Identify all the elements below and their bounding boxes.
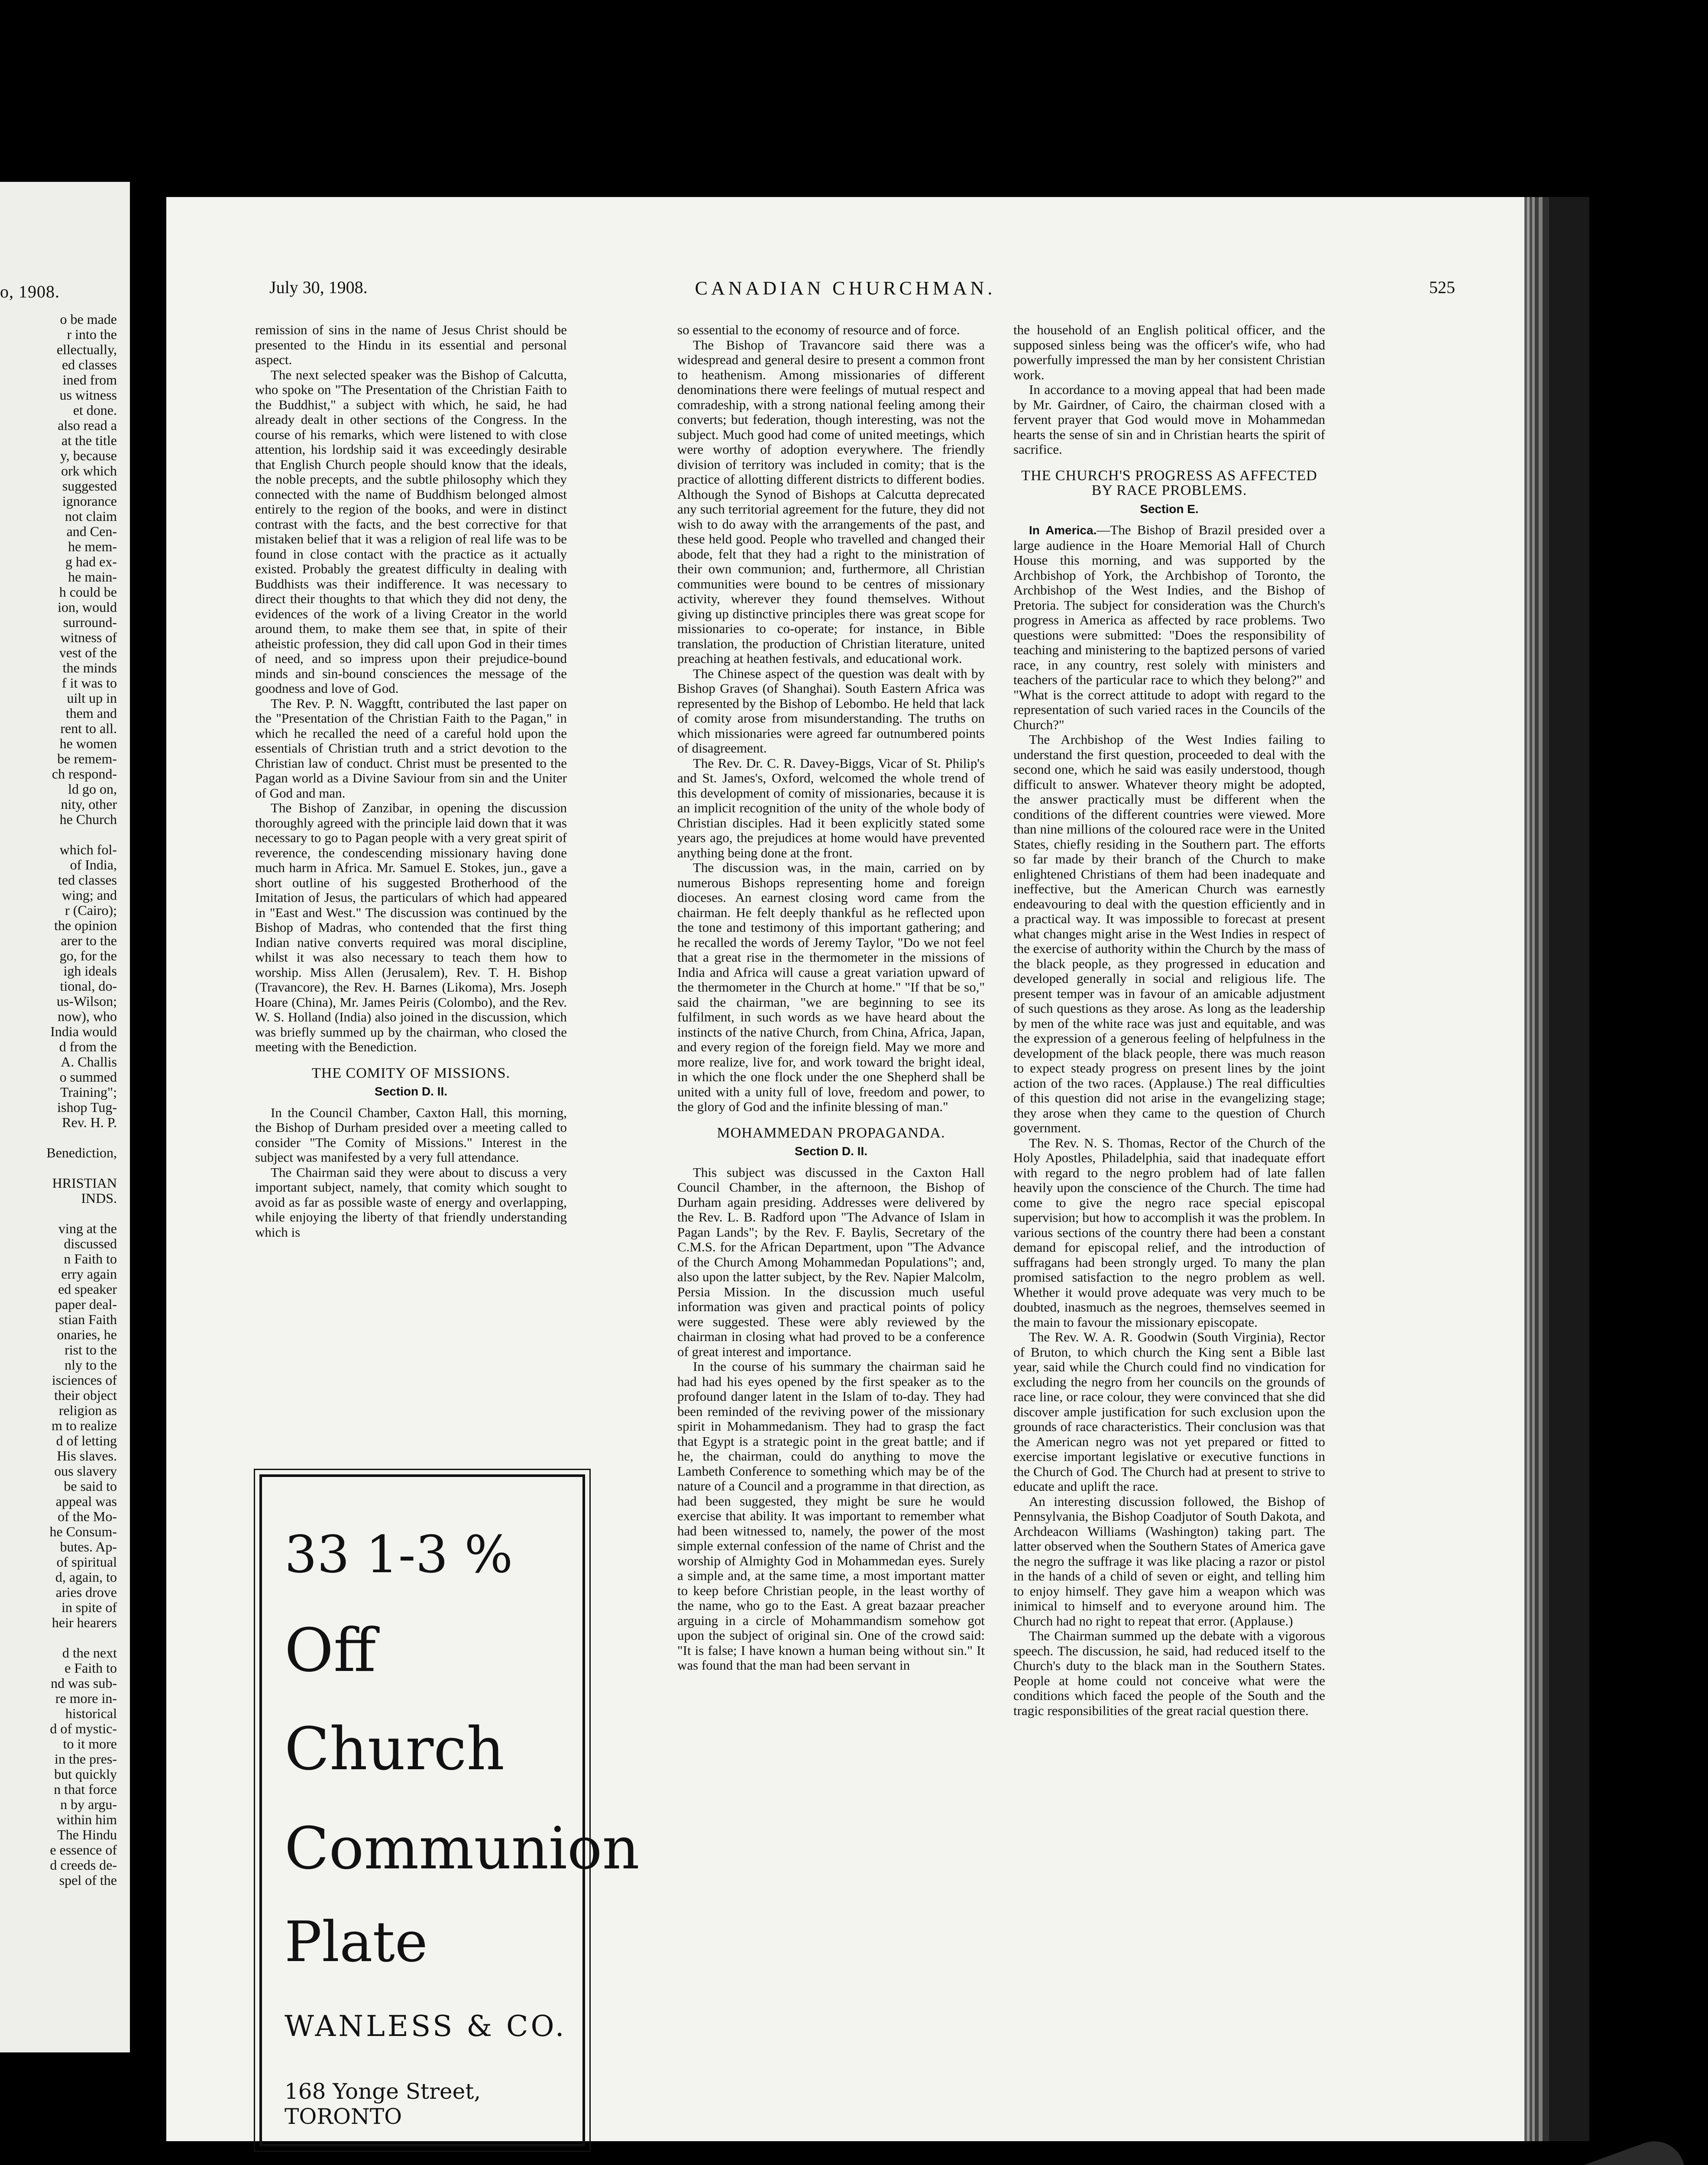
left-page-line: ed classes: [61, 357, 117, 372]
left-page-line: the minds: [62, 660, 117, 675]
left-page-line: ous slavery: [54, 1463, 117, 1479]
left-page-line: onaries, he: [57, 1327, 117, 1342]
left-page-line: The Hindu: [57, 1827, 117, 1842]
left-page-line: ined from: [62, 372, 117, 388]
left-page-line: f it was to: [61, 675, 117, 691]
left-page-line: tional, do-: [60, 978, 117, 994]
paragraph: In accordance to a moving appeal that had been made by Mr. Gairdner, of Cairo, the chairman closed with a fervent prayer that God would move in Mohammedan hearts the sense of sin and in Christian hearts the spirit of sacrifice.: [1013, 382, 1325, 457]
left-page-line: heir hearers: [52, 1615, 117, 1630]
left-page-line: nly to the: [65, 1357, 117, 1373]
left-page-line: y, because: [60, 448, 117, 463]
left-page-line: he mem-: [68, 539, 117, 554]
left-page-line: us-Wilson;: [56, 993, 117, 1009]
left-page-line: e essence of: [50, 1842, 117, 1858]
left-page-line: butes. Ap-: [60, 1539, 117, 1554]
left-page-line: of spiritual: [56, 1554, 117, 1570]
left-page-line: n by argu-: [60, 1797, 117, 1812]
ad-church: Church: [285, 1715, 505, 1784]
paragraph: The Bishop of Travancore said there was a widespread and general desire to present a common front to heathenism. Among missionaries of different denominations there were feelings of mutual respect and comradeship, with a strong national feeling among their converts; but federation, though interesting, was not the subject. Much good had come of united meetings, which were worthy of adoption everywhere. The friendly division of territory was included in comity; that is the practice of allotting different districts to different bodies. Although the Synod of Bishops at Calcutta deprecated any such territorial agreement for the future, they did not wish to do away with the arrangements of the past, and these held good. People who travelled and changed their abode, felt that they had a right to the ministration of their own communion; and, furthermore, all Christian communities were bound to be centres of missionary activity, wherever they found themselves. Without giving up distinctive principles there was great scope for missionaries to co-operate; for instance, in Bible translation, the production of Christian literature, united preaching at heathen festivals, and educational work.: [677, 337, 985, 666]
ad-communion: Communion: [285, 1815, 640, 1882]
left-page-line: religion as: [58, 1402, 117, 1418]
paragraph: In the Council Chamber, Caxton Hall, this morning, the Bishop of Durham presided over a meeting called to consider "The Comity of Missions." Interest in the subject was manifested by a very full attendance.: [255, 1105, 567, 1165]
paragraph-body: —The Bishop of Brazil presided over a large audience in the Hoare Memorial Hall of Church House this morning, and was supported by the Archbishop of York, the Archbishop of Toronto, the Archbishop of the West Indies, and the Bishop of Pretoria. The subject for consideration was the Church's progress in America as affected by race problems. Two questions were submitted: "Does the responsibility of teaching and ministering to the baptized persons of varied race, in any country, rest solely with ministers and teachers of the particular race to which they belong?" and "What is the correct attitude to adopt with regard to the representation of such varied races in the Councils of the Church?": [1013, 522, 1325, 732]
paragraph: The discussion was, in the main, carried on by numerous Bishops representing home and foreign dioceses. An earnest closing word came from the chairman. He felt deeply thankful as he reflected upon the tone and testimony of this important gathering; and he recalled the words of Jeremy Taylor, "Do we not feel that a great rise in the thermometer in the missions of India and Africa will cause a great variation upward of the thermometer in the Church at home." "If that be so," said the chairman, "we are beginning to see its fulfilment, in such words as we have heard about the instincts of the native Church, from China, Africa, Japan, and every region of the foreign field. May we more and more realize, live for, and work toward the bright ideal, in which the one flock under the one Shepherd shall be united with a unity full of love, freedom and power, to the glory of God and the infinite blessing of man.": [677, 860, 985, 1114]
left-page-fragment: [0, 182, 130, 2052]
left-page-line: not claim: [65, 508, 117, 524]
left-page-line: also read a: [58, 417, 117, 433]
left-page-line: aries drove: [55, 1584, 117, 1600]
left-page-line: ion, would: [58, 599, 117, 615]
left-page-line: rist to the: [65, 1342, 117, 1357]
left-page-line: re more in-: [55, 1690, 117, 1706]
left-page-line: d from the: [59, 1039, 117, 1054]
left-page-line: at the title: [61, 433, 117, 448]
left-page-line: ld go on,: [68, 781, 117, 797]
ad-discount: 33 1-3 %: [285, 1525, 513, 1584]
section-subheading: Section D. II.: [374, 1085, 448, 1098]
left-page-line: go, for the: [59, 948, 117, 963]
left-page-line: discussed: [64, 1236, 117, 1251]
left-page-text: [9, 312, 117, 1888]
left-page-line: spel of the: [59, 1872, 117, 1888]
page-number: 525: [1429, 278, 1455, 297]
left-page-line: arer to the: [61, 933, 117, 948]
page-edge: [1524, 197, 1589, 2141]
left-page-line: appeal was: [55, 1493, 117, 1509]
left-page-line: ork which: [61, 463, 117, 478]
left-page-line: [9, 1130, 117, 1145]
left-page-line: of India,: [70, 857, 117, 872]
newspaper-page: [166, 197, 1524, 2141]
paragraph: The Chairman said they were about to discuss a very important subject, namely, that comity which sought to avoid as far as possible waste of energy and overlapping, while enjoying the liberty of that friendly understanding which is: [255, 1164, 567, 1240]
left-page-line: now), who: [58, 1008, 117, 1024]
column-1: [255, 323, 567, 1240]
left-page-line: isciences of: [52, 1372, 117, 1388]
left-page-line: and Cen-: [66, 523, 117, 539]
issue-date: July 30, 1908.: [269, 278, 368, 297]
left-page-line: INDS.: [81, 1190, 117, 1206]
left-page-header: o, 1908.: [0, 282, 60, 301]
left-page-line: nity, other: [61, 796, 117, 812]
left-page-line: ch respond-: [52, 766, 117, 782]
left-page-line: the opinion: [54, 918, 117, 933]
paragraph: so essential to the economy of resource and of force.: [677, 322, 960, 337]
left-page-line: in spite of: [61, 1600, 117, 1615]
left-page-line: d of mystic-: [50, 1721, 117, 1736]
column-3: [1013, 323, 1325, 1718]
section-heading: THE CHURCH'S PROGRESS AS AFFECTED BY RACE PROBLEMS.: [1021, 467, 1317, 498]
advertisement: [259, 1474, 640, 2146]
left-page-line: et done.: [73, 402, 117, 418]
left-page-line: he Consum-: [49, 1524, 117, 1539]
left-page-line: he main-: [68, 569, 117, 585]
left-page-line: ed speaker: [58, 1281, 117, 1297]
paragraph: The Bishop of Zanzibar, in opening the discussion thoroughly agreed with the principle laid down that it was necessary to go to Pagan people with a very great spirit of reverence, the condescending missionary having done much harm in Africa. Mr. Samuel E. Stokes, jun., gave a short outline of his suggested Brotherhood of the Imitation of Jesus, the particulars of which had appeared in "East and West." The discussion was continued by the Bishop of Madras, who contended that the first thing Indian native converts required was moral discipline, whilst it was also necessary to teach them how to worship. Miss Allen (Jerusalem), Rev. T. H. Bishop (Travancore), the Rev. H. Barnes (Likoma), Mrs. Joseph Hoare (China), Mr. James Peiris (Colombo), and the Rev. W. S. Holland (India) also joined in the discussion, which was briefly summed up by the chairman, who closed the meeting with the Benediction.: [255, 800, 567, 1054]
left-page-line: r into the: [67, 326, 117, 342]
running-head: [166, 277, 1524, 303]
left-page-line: within him: [56, 1812, 117, 1827]
left-page-line: wing; and: [61, 887, 117, 903]
paragraph: the household of an English political officer, and the supposed sinless being was the officer's wife, who had powerfully impressed the man by her consistent Christian work.: [1013, 322, 1325, 382]
left-page-line: h could be: [59, 584, 117, 600]
left-page-line: n Faith to: [64, 1251, 117, 1267]
left-page-line: Benediction,: [46, 1145, 117, 1160]
paragraph: The Chairman summed up the debate with a vigorous speech. The discussion, he said, had reduced itself to the Church's duty to the black man in the Southern States. People at home could not conceive what were the conditions which faced the people of the South and the tragic responsibilities of the great racial question there.: [1013, 1628, 1325, 1718]
left-page-line: stian Faith: [58, 1312, 117, 1327]
section-subheading: Section E.: [1140, 502, 1199, 516]
left-page-line: ignorance: [62, 493, 117, 509]
left-page-line: e Faith to: [65, 1660, 117, 1676]
ad-off: Off: [285, 1616, 376, 1685]
left-page-line: them and: [65, 705, 117, 721]
left-page-line: o be made: [60, 311, 117, 327]
section-heading: MOHAMMEDAN PROPAGANDA.: [717, 1125, 945, 1141]
ad-plate: Plate: [285, 1910, 428, 1974]
left-page-line: historical: [65, 1706, 117, 1721]
left-page-line: g had ex-: [65, 554, 117, 569]
lead-in: In America.: [1029, 523, 1097, 537]
left-page-line: d of letting: [56, 1433, 117, 1448]
left-page-line: us witness: [59, 387, 117, 403]
paragraph: remission of sins in the name of Jesus Christ should be presented to the Hindu in its essential and personal aspect.: [255, 322, 567, 367]
paragraph: The next selected speaker was the Bishop of Calcutta, who spoke on "The Presentation of the Christian Faith to the Buddhist," a subject with which, he said, he had already dealt in other sections of the Congress. In the course of his remarks, which were listened to with close attention, his lordship said it was exceedingly desirable that English Church people should know that the ideals, the noble precepts, and the subtle philosophy which they connected with the name of Buddhism belonged almost entirely to the region of the books, and were in distinct contrast with the facts, and the best corrective for that mistaken belief that it was a religion of real life was to be found in close contact with the practice as it actually existed. Probably the greatest difficulty in dealing with Buddhists was their indifference. It was necessary to direct their thoughts to that which they did not deny, the evidences of the work of a living Creator in the world around them, to make them see that, in spite of their atheistic profession, they did call upon God in their times of need, and so impress upon their prejudice-bound minds and sin-bound consciences the message of the goodness and love of God.: [255, 367, 567, 696]
paragraph: The Archbishop of the West Indies failing to understand the first question, proceeded to deal with the second one, which he said was easily understood, though difficult to answer. Whatever theory might be adopted, the answer practically must be different when the conditions of the different countries were viewed. More than nine millions of the coloured race were in the United States, chiefly residing in the Southern part. The efforts so far made by their branch of the Church to make enlightened Christians of them had been inadequate and ineffective, but the American Church was earnestly endeavouring to deal with the question efficiently and in a practical way. It was impossible to forecast at present what changes might arise in the West Indies in respect of the exercise of authority within the Church by the mass of the black people, as they progressed in education and developed generally in social and religious life. The present temper was in favour of an amicable adjustment of such questions as they arose. As long as the leadership by men of the white race was just and equitable, and was the expression of a generous feeling of helpfulness in the development of the black people, there was much reason to expect steady progress on present lines by the joint action of the two races. (Applause.) The real difficulties of this question did not arise in the evangelizing stage; they arose when they came to the question of Church government.: [1013, 732, 1325, 1135]
publication-title: CANADIAN CHURCHMAN.: [695, 278, 996, 299]
left-page-line: suggested: [62, 478, 117, 494]
left-page-line: r (Cairo);: [65, 902, 117, 918]
left-page-line: be remem-: [57, 751, 117, 766]
left-page-line: but quickly: [54, 1766, 117, 1782]
left-page-line: ving at the: [58, 1221, 117, 1236]
paragraph: In the course of his summary the chairman said he had had his eyes opened by the first speaker as to the profound danger latent in the Islam of to-day. They had been reminded of the reviving power of the missionary spirit in Mohammedanism. They had to grasp the fact that Egypt is a strategic point in the great battle; and if he, the chairman, could do anything to move the Lambeth Conference to something which may be of the nature of a Council and a programme in that direction, as had been suggested, they might be sure he would exercise that ability. It was important to remember what had been witnessed to, namely, the power of the most simple external confession of the name of Christ and the worship of Almighty God in Mohammedan eyes. Surely a simple and, at the same time, a most important matter to keep before Christian people, in the least worthy of the name, who go to the East. A great bazaar preacher arguing in a circle of Mohammandism somehow got upon the subject of original sin. One of the crowd said: "It is false; I have known a human being without sin." It was found that the man had been servant in: [677, 1359, 985, 1673]
section-subheading: Section D. II.: [794, 1144, 868, 1158]
column-2: [677, 323, 985, 1673]
left-page-line: d, again, to: [55, 1569, 117, 1585]
left-page-line: n that force: [54, 1781, 117, 1797]
left-page-line: [9, 1206, 117, 1221]
left-page-line: His slaves.: [57, 1448, 117, 1464]
ad-company: WANLESS & CO.: [285, 2010, 567, 2043]
left-page-line: HRISTIAN: [52, 1175, 117, 1191]
paragraph: The Rev. Dr. C. R. Davey-Biggs, Vicar of St. Philip's and St. James's, Oxford, welcomed the whole trend of this development of comity of missionaries, because it is an implicit recognition of the unity of the whole body of Christian disciples. Had it been explicitly stated some years ago, the prejudices at home would have prevented anything being done at the front.: [677, 755, 985, 860]
left-page-line: m to realize: [51, 1418, 117, 1433]
left-page-line: which fol-: [59, 842, 117, 857]
section-heading: THE COMITY OF MISSIONS.: [311, 1065, 511, 1081]
paragraph: An interesting discussion followed, the Bishop of Pennsylvania, the Bishop Coadjutor of South Dakota, and Archdeacon Williams (Washington) taking part. The latter observed when the Southern States of America gave the negro the suffrage it was like placing a razor or pistol in the hands of a child of seven or eight, and telling him to enjoy himself. They gave him a weapon which was inimical to himself and to everyone around him. The Church had no right to repeat that error. (Applause.): [1013, 1493, 1325, 1629]
left-page-line: nd was sub-: [51, 1675, 117, 1691]
left-page-line: he women: [59, 736, 117, 751]
left-page-line: [9, 827, 117, 842]
paragraph: This subject was discussed in the Caxton Hall Council Chamber, in the afternoon, the Bishop of Durham again presiding. Addresses were delivered by the Rev. L. B. Radford upon "The Advance of Islam in Pagan Lands"; by the Rev. F. Baylis, Secretary of the C.M.S. for the African Department, upon "The Advance of the Church Among Mohammedan Populations"; and, also upon the latter subject, by the Rev. Napier Malcolm, Persia Mission. In the discussion much useful information was given and practical points of policy were suggested. These were ably reviewed by the chairman in closing what had proved to be a conference of great interest and importance.: [677, 1164, 985, 1359]
left-page-line: igh ideals: [63, 963, 117, 979]
left-page-line: their object: [54, 1387, 117, 1403]
left-page-line: erry again: [61, 1266, 117, 1282]
left-page-line: in the pres-: [55, 1751, 117, 1767]
left-page-line: uilt up in: [67, 690, 117, 706]
left-page-line: witness of: [60, 630, 117, 645]
left-page-line: vest of the: [59, 645, 117, 660]
left-page-line: of the Mo-: [58, 1509, 117, 1524]
left-page-line: Rev. H. P.: [62, 1115, 117, 1130]
left-page-line: o summed: [59, 1069, 117, 1085]
left-page-line: ted classes: [58, 872, 117, 888]
paragraph: [1013, 523, 1325, 732]
paragraph: The Chinese aspect of the question was dealt with by Bishop Graves (of Shanghai). South Eastern Africa was represented by the Bishop of Lebombo. He held that lack of comity arose from misunderstanding. The truths on which missionaries were agreed far outnumbered points of disagreement.: [677, 666, 985, 756]
left-page-line: rent to all.: [60, 721, 117, 736]
left-page-line: A. Challis: [61, 1054, 117, 1070]
paragraph: The Rev. W. A. R. Goodwin (South Virginia), Rector of Bruton, to which church the King sent a Bible last year, said while the Church could find no vindication for excluding the negro from her councils on the grounds of race line, or race colour, they were convinced that she did discover ample justification for such exclusion upon the grounds of race characteristics. Their conclusion was that the American negro was not yet prepared or fitted to exercise important legislative or executive functions in the Church of God. The Church had at present to strive to educate and uplift the race.: [1013, 1329, 1325, 1494]
left-page-line: d the next: [62, 1645, 117, 1661]
left-page-line: ellectually,: [56, 342, 117, 357]
left-page-line: to it more: [63, 1736, 117, 1751]
left-page-line: India would: [50, 1024, 117, 1039]
left-page-line: [9, 1160, 117, 1176]
left-page-line: paper deal-: [55, 1296, 117, 1312]
left-page-line: he Church: [59, 811, 117, 827]
paragraph: The Rev. N. S. Thomas, Rector of the Church of the Holy Apostles, Philadelphia, said that inadequate effort with regard to the negro problem had of late fallen heavily upon the conscience of the Church. The time had come to give the negro race special episcopal supervision; but how to accomplish it was the problem. In various sections of the country there had been a constant demand for episcopal relief, and the introduction of suffragans had been strongly urged. To many the plan promised satisfaction to the negro problem as well. Whether it would prove adequate was very much to be doubted, inasmuch as the negroes, themselves seemed in the main to favour the missionary episcopate.: [1013, 1135, 1325, 1330]
left-page-line: [9, 1630, 117, 1645]
left-page-line: be said to: [64, 1478, 117, 1494]
left-page-line: surround-: [63, 614, 117, 630]
ad-address: 168 Yonge Street, TORONTO: [285, 2079, 481, 2129]
left-page-line: Training";: [60, 1084, 117, 1100]
left-page-line: d creeds de-: [50, 1857, 117, 1873]
left-page-line: ishop Tug-: [57, 1099, 117, 1115]
paragraph: The Rev. P. N. Waggftt, contributed the last paper on the "Presentation of the Christian Faith to the Pagan," in which he recalled the need of a careful hold upon the essentials of Christian truth and a strict devotion to the Christian law of conduct. Christ must be presented to the Pagan world as a Divine Saviour from sin and the Uniter of God and man.: [255, 695, 567, 801]
